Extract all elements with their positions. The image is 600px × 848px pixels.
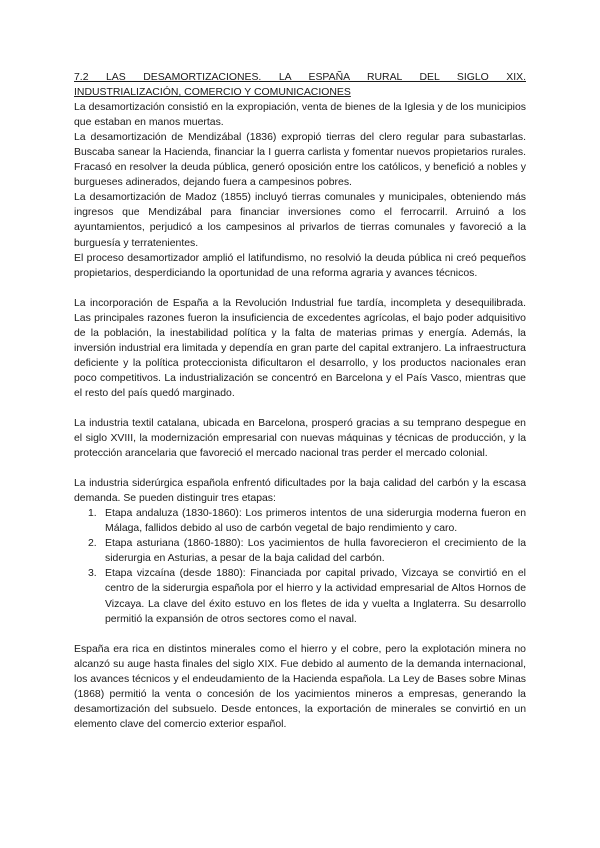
paragraph-industrial-revolution: La incorporación de España a la Revolución Industrial fue tardía, incompleta y desequilibrada. Las principales razones fueron la insuficiencia de excedentes agrícolas, el bajo poder adquisitivo de la población, la inestabilidad política y la falta de materias primas y energía. Además, la inversión industrial era limitada y dependía en gran parte del capital extranjero. La infraestructura deficiente y la política proteccionista dificultaron el desarrollo, y los productos nacionales eran poco competitivos. La industrialización se concentró en Barcelona y el País Vasco, mientras que el resto del país quedó marginado. — [74, 297, 526, 399]
list-item — [74, 566, 526, 626]
paragraph-steel-industry-intro: La industria siderúrgica española enfrentó dificultades por la baja calidad del carbón y la escasa demanda. Se pueden distinguir tres etapas: — [74, 478, 526, 505]
paragraph-desamortizacion-consequences: El proceso desamortizador amplió el latifundismo, no resolvió la deuda pública ni creó pequeños propietarios, desperdiciando la oportunidad de una reforma agraria y avances técnicos. — [74, 252, 526, 279]
list-item — [74, 536, 526, 566]
title-line-1: 7.2 LAS DESAMORTIZACIONES. LA ESPAÑA RURAL DEL SIGLO XIX. — [74, 72, 526, 83]
steel-stages-list — [74, 506, 526, 626]
paragraph-textile-industry: La industria textil catalana, ubicada en Barcelona, prosperó gracias a su temprano despegue en el siglo XVIII, la modernización empresarial con nuevas máquinas y técnicas de producción, y la protección arancelaria que favoreció el mercado nacional tras perder el mercado colonial. — [74, 417, 526, 460]
paragraph-mining: España era rica en distintos minerales como el hierro y el cobre, pero la explotación minera no alcanzó su auge hasta finales del siglo XIX. Fue debido al aumento de la demanda internacional, los avances técnicos y el endeudamiento de la Hacienda española. La Ley de Bases sobre Minas (1868) permitió la venta o concesión de los yacimientos mineros a empresas, generando la desamortización del subsuelo. Desde entonces, la exportación de minerales se convirtió en un elemento clave del comercio exterior español. — [74, 643, 526, 730]
list-item-number: 1. — [88, 508, 97, 520]
spacer — [74, 461, 526, 476]
spacer — [74, 401, 526, 416]
paragraph-mendizabal: La desamortización de Mendizábal (1836) expropió tierras del clero regular para subastarlas. Buscaba sanear la Hacienda, financiar la I guerra carlista y fomentar nuevos propietarios rurales. Fracasó en resolver la deuda pública, generó oposición entre los católicos, y benefició a nobles y burgueses adinerados, dejando fuera a campesinos pobres. — [74, 132, 526, 189]
spacer — [74, 627, 526, 642]
list-item — [74, 506, 526, 536]
list-item-text: Etapa asturiana (1860-1880): Los yacimientos de hulla favorecieron el crecimiento de la siderurgia en Asturias, a pesar de la baja calidad del carbón. — [105, 538, 526, 565]
list-item-number: 2. — [88, 538, 97, 550]
list-item-text: Etapa vizcaína (desde 1880): Financiada por capital privado, Vizcaya se convirtió en el centro de la siderurgia española por el hierro y la actividad empresarial de Altos Hornos de Vizcaya. La clave del éxito estuvo en los fletes de ida y vuelta a Inglaterra. Su desarrollo permitió la expansión de otros sectores como el naval. — [105, 568, 526, 625]
title-line-2: INDUSTRIALIZACIÓN, COMERCIO Y COMUNICACIONES — [74, 87, 351, 99]
paragraph-madoz: La desamortización de Madoz (1855) incluyó tierras comunales y municipales, obteniendo más ingresos que Mendizábal para financiar inversiones como el ferrocarril. Arruinó a los ayuntamientos, perjudicó a los campesinos al privarlos de tierras comunales y favoreció a la burguesía y terratenientes. — [74, 192, 526, 249]
document-title — [74, 70, 526, 100]
spacer — [74, 281, 526, 296]
list-item-number: 3. — [88, 568, 97, 580]
list-item-text: Etapa andaluza (1830-1860): Los primeros intentos de una siderurgia moderna fueron en Málaga, fallidos debido al uso de carbón vegetal de bajo rendimiento y caro. — [105, 508, 526, 535]
paragraph-desamortizacion-definition: La desamortización consistió en la expropiación, venta de bienes de la Iglesia y de los municipios que estaban en manos muertas. — [74, 102, 526, 129]
document-page — [74, 70, 526, 732]
